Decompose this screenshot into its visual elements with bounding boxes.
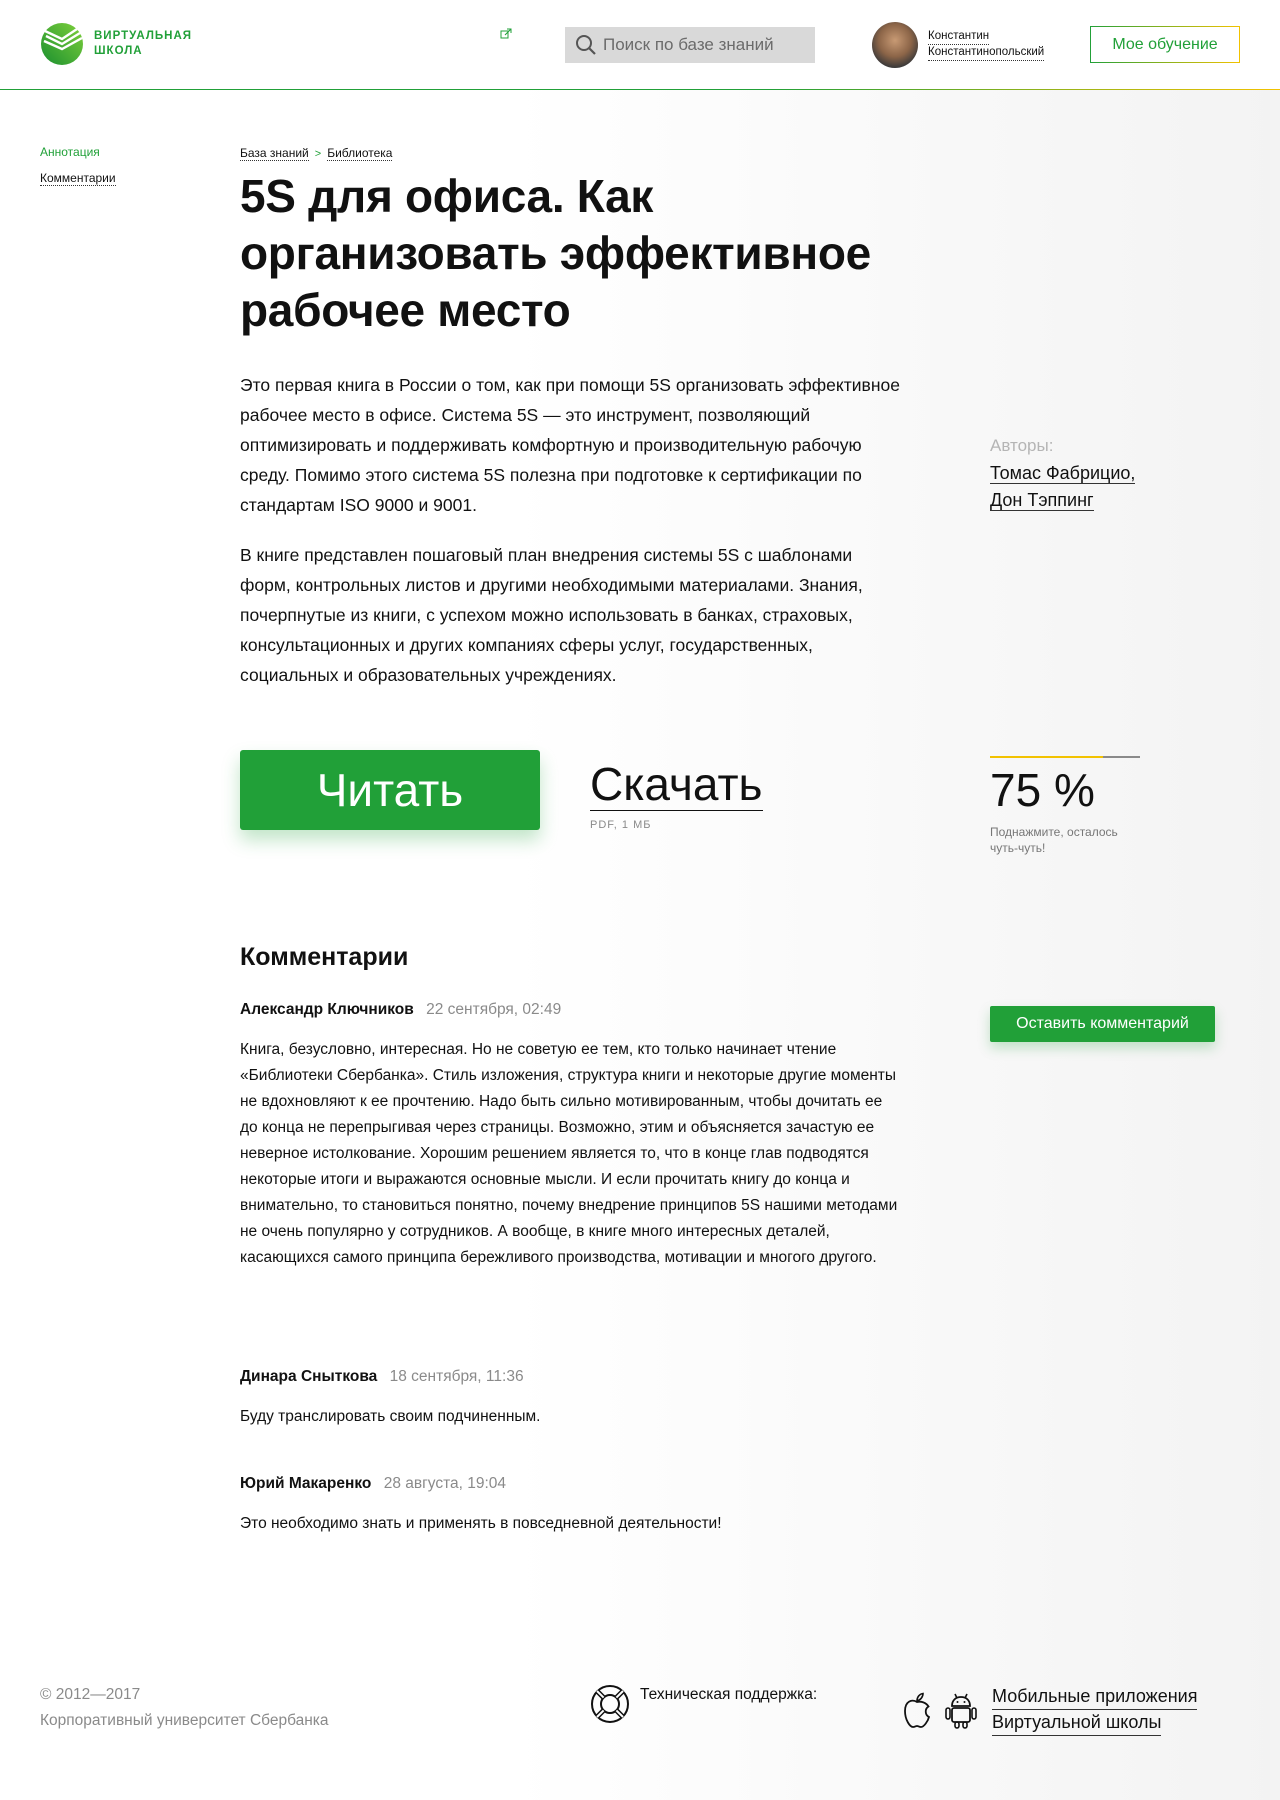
avatar[interactable] xyxy=(872,22,918,68)
download-link[interactable]: Скачать xyxy=(590,758,763,810)
comments-title: Комментарии xyxy=(240,943,409,971)
authors-block xyxy=(990,436,1135,514)
lifebuoy-icon xyxy=(590,1684,630,1724)
page-title: 5S для офиса. Как организовать эффективное рабочее место xyxy=(240,170,871,336)
comment-date: 18 сентября, 11:36 xyxy=(389,1368,524,1385)
tech-support-label: Техническая поддержка: xyxy=(640,1686,818,1703)
side-nav xyxy=(40,145,116,198)
author-link[interactable]: Томас Фабрицио, xyxy=(990,463,1136,483)
comment-item xyxy=(240,1001,900,1271)
breadcrumb-separator: > xyxy=(314,147,322,160)
progress-fill xyxy=(990,756,1103,758)
progress-note: Поднажмите, осталось чуть-чуть! xyxy=(990,825,1118,855)
comment-author[interactable]: Александр Ключников xyxy=(240,1001,414,1018)
side-nav-comments[interactable]: Комментарии xyxy=(40,171,116,185)
breadcrumb xyxy=(240,146,392,161)
progress-value: 75 % xyxy=(990,764,1095,816)
user-name[interactable] xyxy=(928,29,1044,61)
search-input[interactable] xyxy=(603,35,803,55)
sberbank-logo-icon xyxy=(40,22,84,66)
comment-date: 22 сентября, 02:49 xyxy=(426,1001,562,1018)
logo-text: ВИРТУАЛЬНАЯ ШКОЛА xyxy=(94,30,193,57)
annotation-paragraph: В книге представлен пошаговый план внедрения системы 5S с шаблонами форм, контрольных листов и другими необходимыми материалами. Знания, почерпнутые из книги, с успехом можно использовать в банках, страховых, консультационных и других компаниях сферы услуг, государственных, социальных и образовательных учреждениях. xyxy=(240,545,863,685)
footer-copyright xyxy=(40,1682,329,1734)
annotation-text xyxy=(240,370,900,710)
breadcrumb-knowledge-base[interactable]: База знаний xyxy=(240,146,309,160)
comment-item xyxy=(240,1368,900,1430)
comment-text: Книга, безусловно, интересная. Но не советую ее тем, кто только начинает чтение «Библиотеки Сбербанка». Стиль изложения, структура книги и некоторые другие моменты не вдохновляют к ее прочтению. Надо быть сильно мотивированным, чтобы дочитать ее до конца не перепрыгивая через страницы. Возможно, этим и объясняется зачастую ее неверное истолкование. Хорошим решением является то, что в конце глав подводятся некоторые итоги и выражаются основные мысли. И если прочитать книгу до конца и внимательно, то становиться понятно, почему внедрение принципов 5S нашими методами не очень популярно у сотрудников. А вообще, в книге много интересных деталей, касающихся самого принципа бережливого производства, мотивации и многого другого. xyxy=(240,1041,898,1266)
comment-date: 28 августа, 19:04 xyxy=(383,1475,507,1492)
download-block xyxy=(590,758,763,831)
comment-text: Буду транслировать своим подчиненным. xyxy=(240,1408,541,1425)
user-profile[interactable] xyxy=(872,22,1044,68)
reading-progress xyxy=(990,756,1140,856)
my-learning-button[interactable]: Мое обучение xyxy=(1090,26,1240,63)
comment-author[interactable]: Динара Сныткова xyxy=(240,1368,378,1385)
android-icon[interactable] xyxy=(944,1690,978,1730)
search-box[interactable] xyxy=(565,27,815,63)
search-icon xyxy=(575,34,597,56)
breadcrumb-library[interactable]: Библиотека xyxy=(327,146,393,160)
leave-comment-button[interactable]: Оставить комментарий xyxy=(990,1006,1215,1042)
mobile-apps xyxy=(900,1684,1197,1736)
header xyxy=(0,0,1280,90)
annotation-paragraph: Это первая книга в России о том, как при помощи 5S организовать эффективное рабочее место в офисе. Система 5S — это инструмент, позволяющий оптимизировать и поддерживать комфортную и производительную рабочую среду. Помимо этого система 5S полезна при подготовке к сертификации по стандартам ISO 9000 и 9001. xyxy=(240,375,900,515)
progress-bar xyxy=(990,756,1140,758)
user-first-name: Константин xyxy=(928,29,989,45)
read-button[interactable]: Читать xyxy=(240,750,540,830)
side-nav-annotation[interactable]: Аннотация xyxy=(40,145,100,159)
comment-text: Это необходимо знать и применять в повседневной деятельности! xyxy=(240,1515,722,1532)
mobile-apps-link[interactable]: Мобильные приложения Виртуальной школы xyxy=(992,1684,1197,1736)
tech-support[interactable] xyxy=(590,1684,817,1724)
external-link-icon[interactable] xyxy=(500,28,512,40)
apple-icon[interactable] xyxy=(900,1690,934,1730)
comment-author[interactable]: Юрий Макаренко xyxy=(240,1475,372,1492)
comment-item xyxy=(240,1475,900,1537)
authors-label: Авторы: xyxy=(990,436,1054,455)
logo-link[interactable] xyxy=(40,22,192,66)
author-link[interactable]: Дон Тэппинг xyxy=(990,490,1094,510)
copyright-years: © 2012—2017 xyxy=(40,1686,141,1703)
user-last-name: Константинопольский xyxy=(928,45,1044,61)
download-meta: PDF, 1 МБ xyxy=(590,819,652,831)
copyright-org: Корпоративный университет Сбербанка xyxy=(40,1712,329,1729)
